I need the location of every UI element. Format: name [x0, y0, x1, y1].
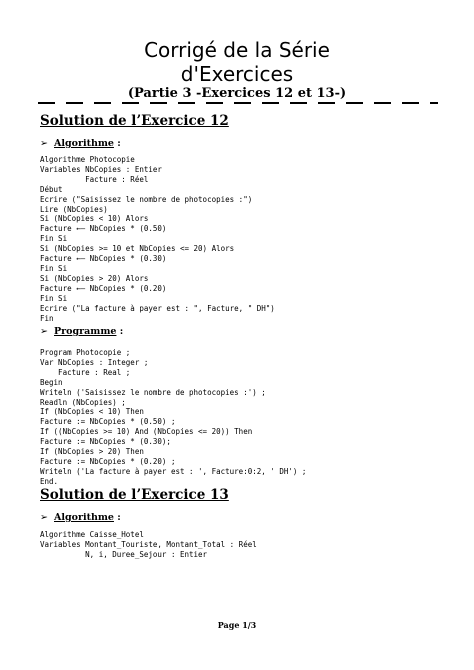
document-title-line-2: d'Exercices: [180, 62, 294, 86]
algorithme-bullet: ➢ Algorithme :: [40, 138, 121, 149]
programme-bullet: ➢ Programme :: [40, 326, 124, 337]
arrow-bullet-icon: ➢: [40, 326, 48, 337]
page-number: Page 1/3: [217, 620, 257, 630]
program-code-block: Program Photocopie ; Var NbCopies : Integer ; Facture : Real ; Begin Writeln ('Saisissez le nombre de photocopies :') ; Readln (NbCopies) ; If (NbCopies < 10) Then Facture := NbCopies * (0.50) ; If ((NbCopies >= 10) And (NbCopies <= 20)) Then Facture := NbCopies * (0.30); If (NbCopies > 20) Then Facture := NbCopies * (0.20) ; Writeln ('La facture à payer est : ', Facture:0:2, ' DH') ; End.: [40, 348, 307, 486]
arrow-bullet-icon: ➢: [40, 138, 48, 149]
algorithme-bullet: ➢ Algorithme :: [40, 512, 121, 523]
algorithm-code-block: Algorithme Photocopie Variables NbCopies : Entier Facture : Réel Début Ecrire ("Saisissez le nombre de photocopies :") Lire (NbCopies) Si (NbCopies < 10) Alors Facture ←– NbCopies * (0.50) Fin Si Si (NbCopies >= 10 et NbCopies <= 20) Alors Facture ←– NbCopies * (0.30) Fin Si Si (NbCopies > 20) Alors Facture ←– NbCopies * (0.20) Fin Si Ecrire ("La facture à payer est : ", Facture, " DH") Fin: [40, 155, 275, 323]
document-subtitle: (Partie 3 -Exercices 12 et 13-): [127, 86, 347, 101]
algorithm-code-block: Algorithme Caisse_Hotel Variables Montant_Touriste, Montant_Total : Réel N, i, Duree_Sejour : Entier: [40, 530, 257, 559]
exercise-12-heading: Solution de l’Exercice 12: [40, 113, 229, 129]
bullet-label: Programme: [54, 326, 117, 337]
arrow-bullet-icon: ➢: [40, 512, 48, 523]
bullet-label: Algorithme: [54, 138, 114, 149]
bullet-label: Algorithme: [54, 512, 114, 523]
exercise-13-heading: Solution de l’Exercice 13: [40, 487, 229, 503]
document-title-line-1: Corrigé de la Série: [144, 38, 330, 62]
dashed-separator: [38, 102, 438, 104]
